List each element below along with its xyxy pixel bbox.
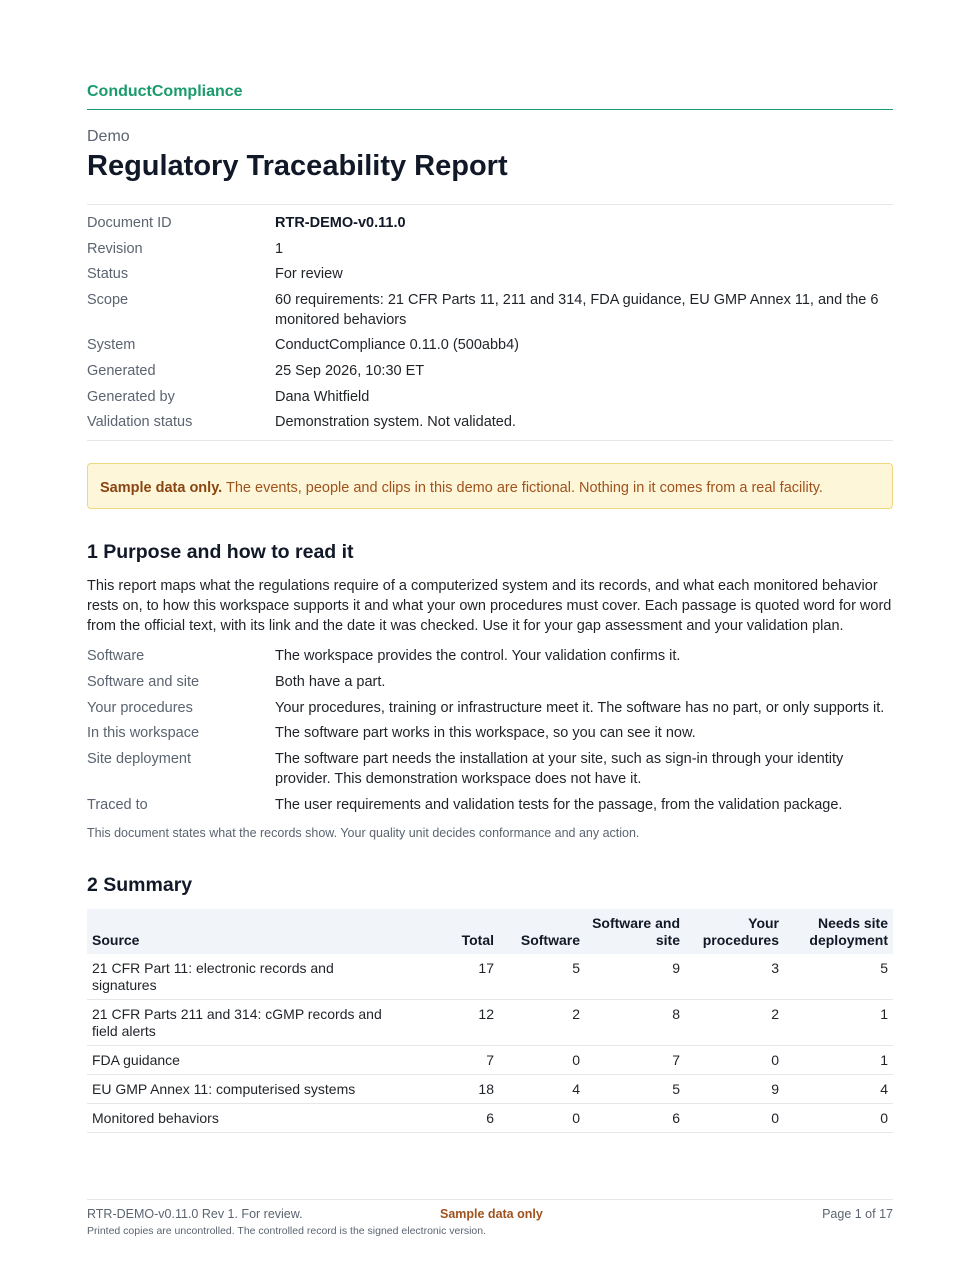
definition-term: In this workspace — [87, 725, 200, 742]
cell-software: 5 — [499, 954, 585, 1000]
meta-row-system — [87, 335, 893, 355]
footer-page-number: Page 1 of 17 — [822, 1207, 893, 1221]
column-header-needs-site-deployment: Needs site deployment — [784, 909, 893, 954]
cell-total: 7 — [407, 1046, 499, 1075]
cell-software-and-site: 8 — [585, 1000, 685, 1046]
column-header-total: Total — [407, 909, 499, 954]
definition-term: Your procedures — [87, 699, 193, 716]
footer-controlled-copy-note: Printed copies are uncontrolled. The controlled record is the signed electronic version. — [87, 1225, 487, 1237]
definition-term: Traced to — [87, 796, 148, 813]
cell-software: 2 — [499, 1000, 585, 1046]
cell-source: 21 CFR Parts 211 and 314: cGMP records and field alerts — [87, 1000, 407, 1046]
cell-source: FDA guidance — [87, 1046, 407, 1075]
meta-value: For review — [275, 266, 343, 283]
meta-value: 25 Sep 2026, 10:30 ET — [275, 362, 425, 379]
meta-key: System — [87, 337, 136, 354]
cell-software-and-site: 6 — [585, 1104, 685, 1133]
definition-row — [87, 749, 893, 789]
cell-software-and-site: 5 — [585, 1075, 685, 1104]
cell-your-procedures: 0 — [685, 1046, 784, 1075]
cell-total: 17 — [407, 954, 499, 1000]
brand-divider — [87, 109, 893, 110]
definition-term: Site deployment — [87, 751, 191, 768]
brand-logo-text: ConductCompliance — [87, 83, 243, 100]
conformance-note: This document states what the records show. Your quality unit decides conformance and any action. — [87, 826, 640, 840]
section-heading-summary: 2 Summary — [87, 874, 193, 896]
column-header-source: Source — [87, 909, 407, 954]
cell-software-and-site: 9 — [585, 954, 685, 1000]
definition-desc: Your procedures, training or infrastructure meet it. The software has no part, or only supports it. — [275, 699, 885, 716]
definition-row — [87, 698, 893, 718]
summary-table — [87, 909, 893, 1133]
definition-desc: The software part works in this workspace, so you can see it now. — [275, 725, 696, 742]
meta-value: ConductCompliance 0.11.0 (500abb4) — [275, 337, 519, 354]
cell-total: 18 — [407, 1075, 499, 1104]
definition-row — [87, 672, 893, 692]
definition-row — [87, 723, 893, 743]
column-header-software-and-site: Software and site — [585, 909, 685, 954]
table-row — [87, 1104, 893, 1133]
meta-value: Demonstration system. Not validated. — [275, 414, 516, 431]
meta-key: Revision — [87, 240, 143, 257]
column-header-software: Software — [499, 909, 585, 954]
section-heading-purpose: 1 Purpose and how to read it — [87, 541, 354, 563]
meta-key: Scope — [87, 291, 129, 308]
meta-row-generated-by — [87, 387, 893, 407]
meta-key: Generated — [87, 362, 156, 379]
footer-divider — [87, 1199, 893, 1200]
cell-total: 6 — [407, 1104, 499, 1133]
document-metadata — [87, 204, 893, 441]
cell-needs-site-deployment: 1 — [784, 1046, 893, 1075]
cell-source: 21 CFR Part 11: electronic records and signatures — [87, 954, 407, 1000]
cell-needs-site-deployment: 0 — [784, 1104, 893, 1133]
meta-key: Validation status — [87, 414, 193, 431]
definition-desc: The user requirements and validation tests for the passage, from the validation package. — [275, 796, 843, 813]
purpose-intro: This report maps what the regulations require of a computerized system and its records, and what each monitored behavior rests on, to how this workspace supports it and what your own procedures must cover. Each passage is quoted word for word from the official text, with its link and the date it was checked. Use it for your gap assessment and your validation plan. — [87, 578, 892, 634]
column-header-your-procedures: Your procedures — [685, 909, 784, 954]
cell-software: 4 — [499, 1075, 585, 1104]
cell-source: EU GMP Annex 11: computerised systems — [87, 1075, 407, 1104]
sample-data-banner — [87, 463, 893, 509]
cell-software: 0 — [499, 1104, 585, 1133]
meta-value: RTR-DEMO-v0.11.0 — [275, 215, 406, 231]
document-eyebrow: Demo — [87, 128, 130, 145]
cell-software: 0 — [499, 1046, 585, 1075]
table-row — [87, 1046, 893, 1075]
table-row — [87, 1000, 893, 1046]
meta-row-document-id — [87, 213, 893, 233]
definition-desc: The workspace provides the control. Your validation confirms it. — [275, 648, 681, 664]
meta-row-validation-status — [87, 412, 893, 432]
cell-source: Monitored behaviors — [87, 1104, 407, 1133]
cell-your-procedures: 3 — [685, 954, 784, 1000]
definition-row — [87, 795, 893, 815]
banner-text: The events, people and clips in this demo are fictional. Nothing in it comes from a real facility. — [222, 480, 823, 496]
meta-row-status — [87, 264, 893, 284]
cell-software-and-site: 7 — [585, 1046, 685, 1075]
meta-key: Status — [87, 266, 129, 283]
definition-term: Software and site — [87, 673, 200, 690]
cell-needs-site-deployment: 5 — [784, 954, 893, 1000]
meta-value: 60 requirements: 21 CFR Parts 11, 211 and 314, FDA guidance, EU GMP Annex 11, and the 6 monitored behaviors — [275, 291, 879, 328]
banner-strong-text: Sample data only. — [100, 480, 223, 496]
table-row — [87, 1075, 893, 1104]
definitions-list — [87, 646, 893, 821]
footer-sample-label: Sample data only — [440, 1207, 543, 1221]
cell-your-procedures: 9 — [685, 1075, 784, 1104]
footer-document-ref: RTR-DEMO-v0.11.0 Rev 1. For review. — [87, 1207, 303, 1221]
cell-your-procedures: 0 — [685, 1104, 784, 1133]
meta-key: Generated by — [87, 388, 175, 405]
meta-row-generated — [87, 361, 893, 381]
cell-your-procedures: 2 — [685, 1000, 784, 1046]
definition-desc: Both have a part. — [275, 673, 386, 690]
meta-row-scope — [87, 290, 893, 330]
definition-term: Software — [87, 648, 145, 664]
table-row — [87, 954, 893, 1000]
meta-value: Dana Whitfield — [275, 388, 370, 405]
document-title: Regulatory Traceability Report — [87, 150, 508, 182]
cell-needs-site-deployment: 1 — [784, 1000, 893, 1046]
definition-desc: The software part needs the installation at your site, such as sign-in through your identity provider. This demonstration workspace does not have it. — [275, 751, 844, 788]
definition-row — [87, 646, 893, 666]
cell-total: 12 — [407, 1000, 499, 1046]
cell-needs-site-deployment: 4 — [784, 1075, 893, 1104]
meta-value: 1 — [275, 240, 284, 257]
meta-key: Document ID — [87, 215, 172, 231]
meta-row-revision — [87, 239, 893, 259]
summary-header-row — [87, 909, 893, 954]
